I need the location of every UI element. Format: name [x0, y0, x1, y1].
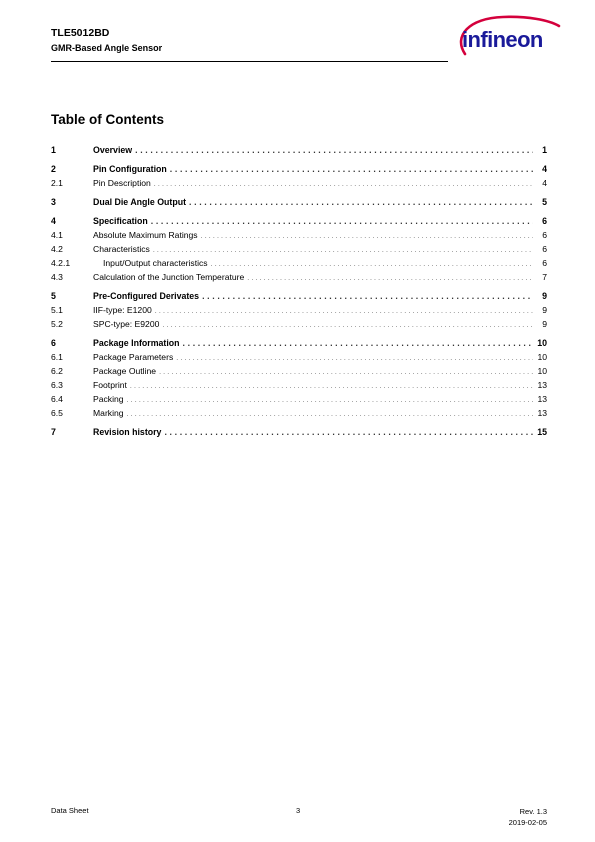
toc-entry[interactable] — [51, 162, 547, 176]
toc-entry[interactable] — [51, 256, 547, 270]
toc-entry-title[interactable]: Package Outline — [93, 366, 157, 376]
toc-entry-number: 4 — [51, 216, 56, 226]
toc-entry-title[interactable]: Package Information — [93, 338, 180, 348]
toc-entry-number: 5 — [51, 291, 56, 301]
toc-entry-title[interactable]: Pin Configuration — [93, 164, 167, 174]
logo-wordmark: infineon — [462, 27, 543, 52]
toc-entry-page: 13 — [537, 408, 547, 418]
toc-leader-dots — [162, 317, 533, 333]
toc-entry-title[interactable]: Absolute Maximum Ratings — [93, 230, 198, 240]
toc-entry[interactable] — [51, 195, 547, 209]
toc-entry[interactable] — [51, 303, 547, 317]
toc-entry-number: 7 — [51, 427, 56, 437]
footer-revision-block — [509, 806, 547, 828]
toc-entry-number: 5.1 — [51, 305, 63, 315]
toc-entry-number: 4.2 — [51, 244, 63, 254]
toc-entry[interactable] — [51, 214, 547, 228]
toc-entry-page: 9 — [542, 305, 547, 315]
footer-page-number: 3 — [296, 806, 301, 815]
toc-entry-title[interactable]: Packing — [93, 394, 124, 404]
toc-entry-number: 1 — [51, 145, 56, 155]
toc-entry-title[interactable]: Revision history — [93, 427, 162, 437]
toc-entry-page: 13 — [537, 380, 547, 390]
toc-entry-page: 13 — [537, 394, 547, 404]
toc-entry-page: 6 — [542, 258, 547, 268]
toc-entry-page: 5 — [542, 197, 547, 207]
toc-entry-page: 7 — [542, 272, 547, 282]
table-of-contents — [51, 143, 547, 439]
product-subtitle: GMR-Based Angle Sensor — [51, 43, 163, 53]
toc-entry-number: 2 — [51, 164, 56, 174]
toc-entry-title[interactable]: IIF-type: E1200 — [93, 305, 152, 315]
toc-leader-dots — [135, 143, 533, 157]
footer-doc-type: Data Sheet — [51, 806, 89, 815]
toc-entry[interactable] — [51, 425, 547, 439]
product-name: TLE5012BD — [51, 27, 110, 39]
toc-entry-number: 4.3 — [51, 272, 63, 282]
toc-entry-number: 4.1 — [51, 230, 63, 240]
toc-entry[interactable] — [51, 406, 547, 420]
footer-date: 2019-02-05 — [508, 818, 547, 827]
toc-leader-dots — [183, 336, 533, 350]
toc-entry-title[interactable]: Input/Output characteristics — [103, 258, 208, 268]
toc-entry[interactable] — [51, 242, 547, 256]
toc-entry-title[interactable]: SPC-type: E9200 — [93, 319, 160, 329]
toc-entry-title[interactable]: Pre-Configured Derivates — [93, 291, 200, 301]
toc-entry-title[interactable]: Marking — [93, 408, 124, 418]
toc-leader-dots — [170, 162, 533, 176]
toc-entry-page: 10 — [537, 338, 547, 348]
toc-entry-page: 15 — [537, 427, 547, 437]
infineon-logo — [455, 14, 565, 60]
toc-entry-page: 4 — [542, 178, 547, 188]
toc-entry-number: 6.2 — [51, 366, 63, 376]
toc-entry[interactable] — [51, 176, 547, 190]
toc-entry[interactable] — [51, 228, 547, 242]
toc-leader-dots — [189, 195, 533, 209]
toc-entry-number: 3 — [51, 197, 56, 207]
footer-revision: Rev. 1.3 — [519, 807, 547, 816]
toc-entry[interactable] — [51, 350, 547, 364]
toc-entry-page: 6 — [542, 244, 547, 254]
toc-entry-number: 6.5 — [51, 408, 63, 418]
toc-entry-number: 6.1 — [51, 352, 63, 362]
toc-entry[interactable] — [51, 392, 547, 406]
toc-entry-title[interactable]: Package Parameters — [93, 352, 174, 362]
toc-entry-title[interactable]: Overview — [93, 145, 133, 155]
toc-entry-title[interactable]: Calculation of the Junction Temperature — [93, 272, 245, 282]
toc-entry[interactable] — [51, 336, 547, 350]
toc-entry-page: 6 — [542, 230, 547, 240]
toc-entry[interactable] — [51, 317, 547, 331]
toc-leader-dots — [247, 270, 533, 286]
toc-entry-number: 2.1 — [51, 178, 63, 188]
toc-entry-page: 6 — [542, 216, 547, 226]
toc-entry-number: 6 — [51, 338, 56, 348]
toc-entry[interactable] — [51, 289, 547, 303]
page-header — [51, 27, 448, 62]
toc-heading: Table of Contents — [51, 112, 164, 127]
toc-entry[interactable] — [51, 270, 547, 284]
toc-entry-number: 5.2 — [51, 319, 63, 329]
toc-entry-title[interactable]: Pin Description — [93, 178, 151, 188]
toc-entry-title[interactable]: Dual Die Angle Output — [93, 197, 187, 207]
toc-entry-page: 4 — [542, 164, 547, 174]
toc-entry-page: 1 — [542, 145, 547, 155]
toc-entry[interactable] — [51, 143, 547, 157]
toc-entry-title[interactable]: Characteristics — [93, 244, 150, 254]
toc-leader-dots — [127, 406, 533, 422]
toc-entry-title[interactable]: Specification — [93, 216, 148, 226]
toc-entry-number: 4.2.1 — [51, 258, 71, 268]
toc-entry-page: 9 — [542, 319, 547, 329]
toc-entry[interactable] — [51, 378, 547, 392]
toc-entry[interactable] — [51, 364, 547, 378]
toc-leader-dots — [164, 425, 533, 439]
toc-entry-title[interactable]: Footprint — [93, 380, 127, 390]
toc-leader-dots — [151, 214, 533, 228]
toc-entry-page: 9 — [542, 291, 547, 301]
toc-entry-number: 6.3 — [51, 380, 63, 390]
toc-entry-page: 10 — [537, 352, 547, 362]
toc-entry-page: 10 — [537, 366, 547, 376]
toc-entry-number: 6.4 — [51, 394, 63, 404]
toc-leader-dots — [154, 176, 533, 192]
toc-leader-dots — [202, 289, 533, 303]
